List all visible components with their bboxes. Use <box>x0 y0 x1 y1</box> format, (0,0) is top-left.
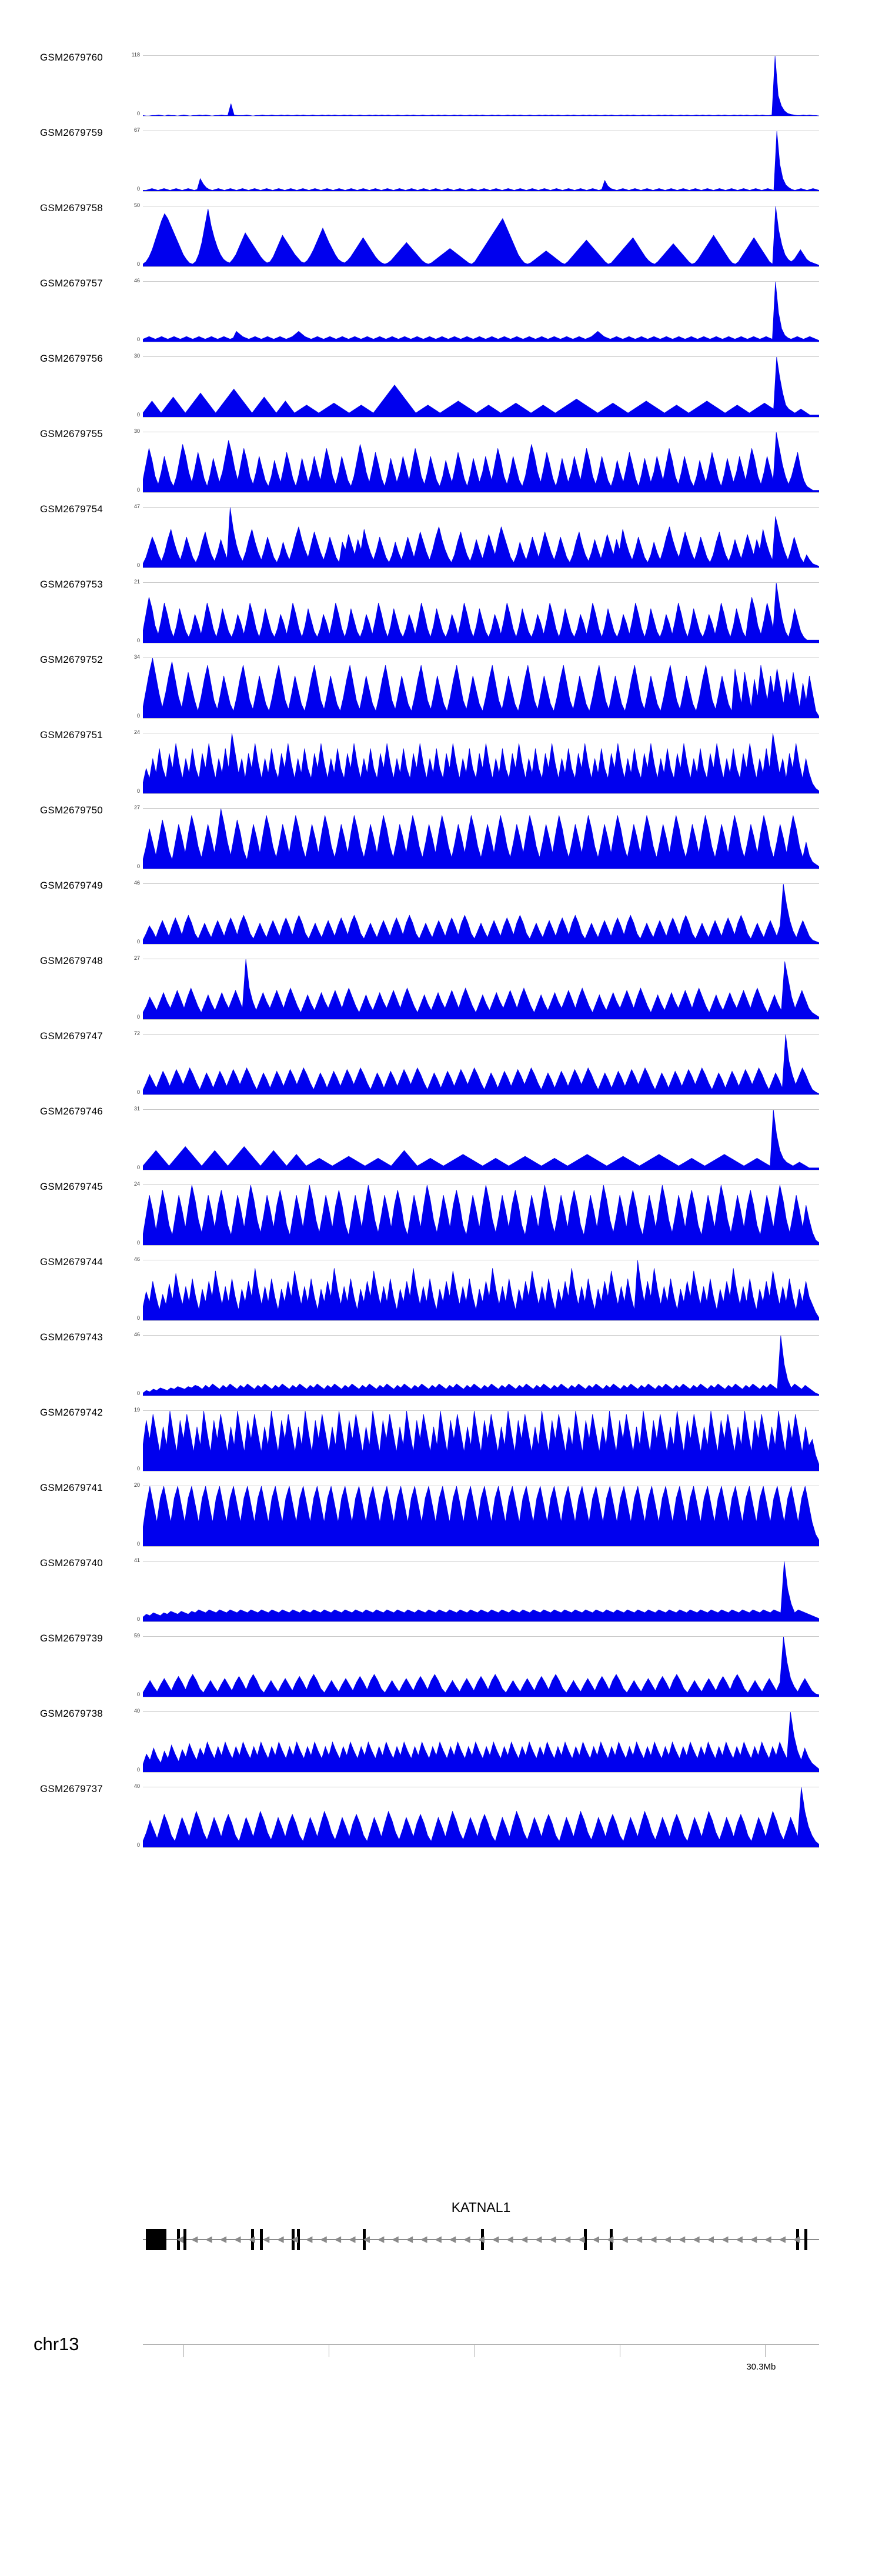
coverage-plot <box>143 582 819 643</box>
coverage-plot <box>143 959 819 1020</box>
track-label: GSM2679737 <box>40 1783 103 1794</box>
strand-arrow-icon: ◀ <box>578 2234 585 2244</box>
strand-arrow-icon: ◀ <box>721 2234 729 2244</box>
axis-max-label: 50 <box>133 202 140 208</box>
coverage-plot <box>143 356 819 418</box>
coverage-plot <box>143 1636 819 1697</box>
track-row <box>0 348 882 423</box>
axis-max-label: 19 <box>133 1407 140 1413</box>
track-label: GSM2679759 <box>40 127 103 138</box>
track-label: GSM2679739 <box>40 1633 103 1644</box>
strand-arrow-icon: ◀ <box>406 2234 413 2244</box>
chromosome-axis-panel <box>0 2311 882 2441</box>
strand-arrow-icon: ◀ <box>764 2234 771 2244</box>
axis-min-label: 0 <box>136 863 140 869</box>
axis-min-label: 0 <box>136 1089 140 1095</box>
strand-arrow-icon: ◀ <box>592 2234 600 2244</box>
track-row <box>0 1327 882 1402</box>
track-row <box>0 875 882 950</box>
axis-max-label: 40 <box>133 1708 140 1714</box>
axis-min-label: 0 <box>136 111 140 116</box>
track-label: GSM2679758 <box>40 202 103 213</box>
track-row <box>0 800 882 875</box>
axis-max-label: 30 <box>133 353 140 359</box>
track-label: GSM2679755 <box>40 428 103 439</box>
gene-model-panel <box>0 2200 882 2288</box>
track-row <box>0 499 882 574</box>
strand-arrow-icon: ◀ <box>707 2234 714 2244</box>
coverage-plot <box>143 1410 819 1471</box>
axis-max-label: 72 <box>133 1030 140 1036</box>
track-label: GSM2679748 <box>40 955 103 966</box>
axis-tick <box>765 2344 766 2357</box>
strand-arrow-icon: ◀ <box>176 2234 184 2244</box>
strand-arrow-icon: ◀ <box>377 2234 385 2244</box>
track-row <box>0 1101 882 1176</box>
strand-arrow-icon: ◀ <box>248 2234 255 2244</box>
coverage-plot <box>143 1711 819 1773</box>
axis-min-label: 0 <box>136 186 140 192</box>
axis-tick <box>183 2344 184 2357</box>
strand-arrow-icon: ◀ <box>650 2234 657 2244</box>
axis-line <box>143 2344 819 2345</box>
axis-min-label: 0 <box>136 1315 140 1321</box>
coverage-plot <box>143 1260 819 1321</box>
chromosome-axis <box>143 2344 819 2372</box>
axis-min-label: 0 <box>136 487 140 493</box>
axis-max-label: 31 <box>133 1106 140 1112</box>
axis-max-label: 27 <box>133 955 140 961</box>
coverage-plot <box>143 1486 819 1547</box>
gene-name-label: KATNAL1 <box>451 2200 511 2215</box>
track-label: GSM2679746 <box>40 1106 103 1117</box>
axis-tick-label: 30.3Mb <box>746 2362 776 2372</box>
strand-arrow-icon: ◀ <box>349 2234 356 2244</box>
axis-min-label: 0 <box>136 1842 140 1848</box>
strand-arrow-icon: ◀ <box>693 2234 700 2244</box>
track-label: GSM2679744 <box>40 1256 103 1267</box>
axis-min-label: 0 <box>136 1466 140 1471</box>
strand-arrow-icon: ◀ <box>621 2234 628 2244</box>
axis-max-label: 40 <box>133 1783 140 1789</box>
track-label: GSM2679740 <box>40 1557 103 1569</box>
strand-arrow-icon: ◀ <box>334 2234 342 2244</box>
coverage-plot <box>143 658 819 719</box>
strand-arrow-icon: ◀ <box>320 2234 327 2244</box>
strand-arrow-icon: ◀ <box>449 2234 456 2244</box>
strand-arrow-icon: ◀ <box>435 2234 442 2244</box>
track-label: GSM2679742 <box>40 1407 103 1418</box>
strand-arrow-icon: ◀ <box>563 2234 571 2244</box>
strand-arrow-icon: ◀ <box>392 2234 399 2244</box>
axis-min-label: 0 <box>136 1164 140 1170</box>
track-row <box>0 574 882 649</box>
strand-arrow-icon: ◀ <box>477 2234 485 2244</box>
axis-max-label: 34 <box>133 654 140 660</box>
strand-arrow-icon: ◀ <box>291 2234 299 2244</box>
strand-arrow-icon: ◀ <box>635 2234 643 2244</box>
track-row <box>0 1026 882 1101</box>
strand-arrow-icon: ◀ <box>664 2234 671 2244</box>
track-label: GSM2679749 <box>40 880 103 891</box>
axis-min-label: 0 <box>136 939 140 945</box>
strand-arrow-icon: ◀ <box>363 2234 370 2244</box>
coverage-plot <box>143 808 819 869</box>
coverage-plot <box>143 733 819 794</box>
axis-min-label: 0 <box>136 562 140 568</box>
strand-arrow-icon: ◀ <box>492 2234 499 2244</box>
track-label: GSM2679745 <box>40 1181 103 1192</box>
axis-max-label: 118 <box>131 52 140 58</box>
track-label: GSM2679756 <box>40 353 103 364</box>
coverage-plot <box>143 206 819 267</box>
strand-arrow-icon: ◀ <box>262 2234 270 2244</box>
strand-arrow-icon: ◀ <box>506 2234 513 2244</box>
strand-arrow-icon: ◀ <box>205 2234 212 2244</box>
track-label: GSM2679750 <box>40 805 103 816</box>
track-row <box>0 1628 882 1703</box>
coverage-plot <box>143 55 819 116</box>
track-row <box>0 122 882 198</box>
strand-arrow-icon: ◀ <box>191 2234 198 2244</box>
track-row <box>0 273 882 348</box>
axis-min-label: 0 <box>136 412 140 418</box>
track-row <box>0 1176 882 1252</box>
strand-arrow-icon: ◀ <box>736 2234 743 2244</box>
axis-min-label: 0 <box>136 1014 140 1020</box>
track-label: GSM2679741 <box>40 1482 103 1493</box>
chromosome-label: chr13 <box>34 2334 79 2354</box>
coverage-plot <box>143 432 819 493</box>
strand-arrow-icon: ◀ <box>305 2234 313 2244</box>
strand-arrow-icon: ◀ <box>535 2234 542 2244</box>
strand-arrow-icon: ◀ <box>779 2234 786 2244</box>
strand-arrow-icon: ◀ <box>520 2234 528 2244</box>
track-row <box>0 1703 882 1778</box>
coverage-plot <box>143 883 819 945</box>
track-row <box>0 423 882 499</box>
track-label: GSM2679751 <box>40 729 103 740</box>
coverage-plot <box>143 1034 819 1095</box>
track-row <box>0 198 882 273</box>
strand-arrow-icon: ◀ <box>234 2234 241 2244</box>
track-row <box>0 1252 882 1327</box>
gene-exon <box>183 2229 186 2250</box>
strand-arrow-icon: ◀ <box>750 2234 757 2244</box>
coverage-tracks <box>0 47 882 1854</box>
coverage-plot <box>143 281 819 342</box>
track-label: GSM2679753 <box>40 579 103 590</box>
axis-min-label: 0 <box>136 713 140 719</box>
strand-arrow-icon: ◀ <box>219 2234 227 2244</box>
axis-max-label: 30 <box>133 428 140 434</box>
axis-max-label: 46 <box>133 1332 140 1337</box>
axis-max-label: 27 <box>133 805 140 810</box>
axis-min-label: 0 <box>136 261 140 267</box>
axis-min-label: 0 <box>136 788 140 794</box>
track-label: GSM2679757 <box>40 278 103 289</box>
strand-arrow-icon: ◀ <box>606 2234 614 2244</box>
axis-max-label: 46 <box>133 278 140 283</box>
gene-exon <box>804 2229 807 2250</box>
axis-max-label: 21 <box>133 579 140 585</box>
axis-max-label: 41 <box>133 1557 140 1563</box>
strand-arrow-icon: ◀ <box>549 2234 556 2244</box>
coverage-plot <box>143 1109 819 1170</box>
axis-max-label: 20 <box>133 1482 140 1488</box>
track-row <box>0 725 882 800</box>
axis-max-label: 24 <box>133 729 140 735</box>
axis-min-label: 0 <box>136 1541 140 1547</box>
axis-max-label: 67 <box>133 127 140 133</box>
axis-min-label: 0 <box>136 1240 140 1246</box>
gene-track <box>143 2221 819 2258</box>
coverage-plot <box>143 1561 819 1622</box>
track-label: GSM2679760 <box>40 52 103 63</box>
axis-min-label: 0 <box>136 336 140 342</box>
axis-max-label: 47 <box>133 503 140 509</box>
track-label: GSM2679738 <box>40 1708 103 1719</box>
strand-arrow-icon: ◀ <box>277 2234 284 2244</box>
axis-max-label: 46 <box>133 1256 140 1262</box>
track-row <box>0 47 882 122</box>
track-row <box>0 649 882 725</box>
coverage-plot <box>143 1335 819 1396</box>
axis-min-label: 0 <box>136 1616 140 1622</box>
coverage-plot <box>143 1184 819 1246</box>
track-row <box>0 1402 882 1477</box>
track-row <box>0 1553 882 1628</box>
strand-arrow-icon: ◀ <box>463 2234 470 2244</box>
axis-min-label: 0 <box>136 638 140 643</box>
track-label: GSM2679747 <box>40 1030 103 1042</box>
track-row <box>0 1477 882 1553</box>
axis-min-label: 0 <box>136 1691 140 1697</box>
axis-min-label: 0 <box>136 1767 140 1773</box>
track-label: GSM2679754 <box>40 503 103 515</box>
track-label: GSM2679743 <box>40 1332 103 1343</box>
axis-max-label: 24 <box>133 1181 140 1187</box>
coverage-plot <box>143 507 819 568</box>
strand-arrow-icon: ◀ <box>420 2234 427 2244</box>
track-label: GSM2679752 <box>40 654 103 665</box>
coverage-plot <box>143 1787 819 1848</box>
track-row <box>0 950 882 1026</box>
track-row <box>0 1778 882 1854</box>
axis-max-label: 59 <box>133 1633 140 1639</box>
strand-arrow-icon: ◀ <box>678 2234 686 2244</box>
axis-max-label: 46 <box>133 880 140 886</box>
axis-min-label: 0 <box>136 1390 140 1396</box>
gene-exon <box>146 2229 167 2250</box>
strand-arrow-icon: ◀ <box>793 2234 800 2244</box>
coverage-plot <box>143 131 819 192</box>
